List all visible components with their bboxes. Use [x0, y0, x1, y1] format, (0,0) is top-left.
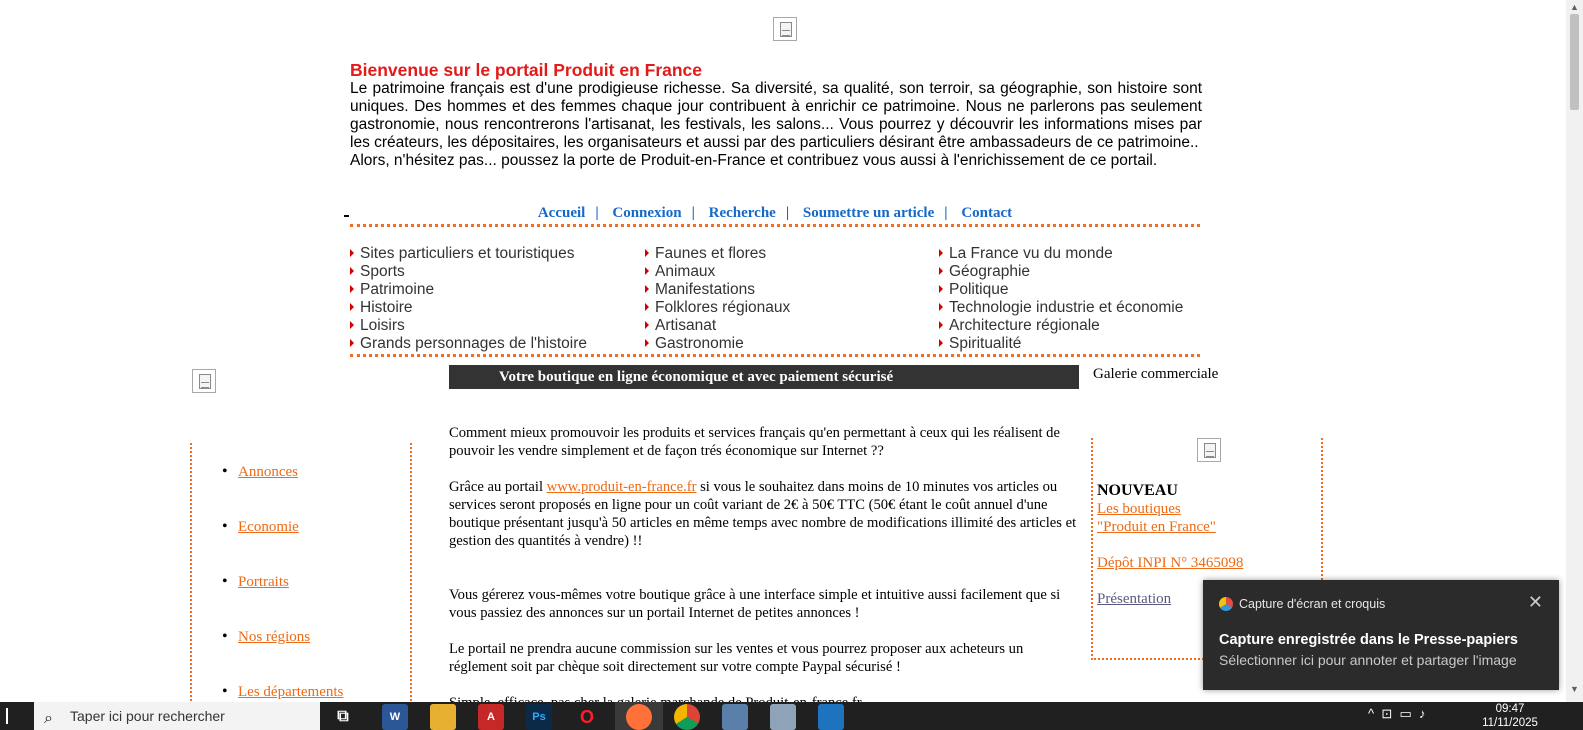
- category-link[interactable]: Politique: [939, 281, 1183, 299]
- category-column-2: [645, 245, 790, 353]
- welcome-title: Bienvenue sur le portail Produit en France: [350, 60, 703, 80]
- sidebar-link-economie[interactable]: Economie: [238, 519, 299, 535]
- welcome-paragraph: Le patrimoine français est d'une prodigieuse richesse. Sa diversité, sa qualité, son terroir, sa géographie, son histoire sont uniques. Des hommes et des femmes chaque jour contribuent à enrichir ce patrimoine. Nous ne parlerons pas seulement gastronomie, nous rencontrerons l'artisanat, les festivals, les salons... Vous pourrez y découvrir les informations mises par les créateurs, les dépositaires, les organisateurs et aussi par des particuliers désirant être ambassadeurs de ce patrimoine..: [350, 80, 1202, 151]
- nav-recherche-link[interactable]: Recherche: [708, 205, 776, 221]
- category-link[interactable]: Grands personnages de l'histoire: [350, 335, 587, 353]
- search-icon: ⌕: [44, 710, 53, 727]
- notification-toast[interactable]: [1203, 580, 1559, 690]
- welcome-section: [350, 60, 1202, 170]
- nav-separator: |: [595, 205, 599, 221]
- category-link[interactable]: Animaux: [645, 263, 790, 281]
- category-link[interactable]: Manifestations: [645, 281, 790, 299]
- snipping-tool-icon: [1219, 597, 1233, 611]
- category-link[interactable]: Sites particuliers et touristiques: [350, 245, 587, 263]
- category-link[interactable]: Loisirs: [350, 317, 587, 335]
- content-text: si vous le souhaitez dans moins de 10 minutes vos articles ou services seront proposés en ligne pour un coût variant de 2€ à 50€ TTC (50€ étant le coût annuel d'une boutique présentant jusqu'à 50 articles en même temps avec nombre de modifications illimité des articles et gestion des quantités à vendre) !!: [449, 479, 1077, 549]
- sidebar-item-economie: [222, 518, 410, 573]
- nav-contact-link[interactable]: Contact: [961, 205, 1013, 221]
- system-tray[interactable]: ^ ⊡ ▭ ♪: [1368, 706, 1426, 721]
- vertical-scrollbar[interactable]: [1566, 0, 1583, 702]
- shop-banner: Votre boutique en ligne économique et avec paiement sécurisé: [449, 365, 1079, 389]
- taskbar-search-input[interactable]: [34, 702, 320, 730]
- category-column-3: [939, 245, 1183, 353]
- clock-time: 09:47: [1495, 703, 1525, 715]
- close-icon[interactable]: ✕: [1527, 592, 1543, 612]
- category-link[interactable]: Artisanat: [645, 317, 790, 335]
- top-navigation: [350, 205, 1200, 227]
- nav-soumettre-article-link[interactable]: Soumettre un article: [802, 205, 935, 221]
- nav-connexion-link[interactable]: Connexion: [612, 205, 682, 221]
- category-link[interactable]: Spiritualité: [939, 335, 1183, 353]
- gallery-title: Galerie commerciale: [1093, 366, 1219, 382]
- sidebar-link-nos-regions[interactable]: Nos régions: [238, 629, 311, 645]
- file-explorer-icon[interactable]: [430, 704, 456, 730]
- calculator-icon[interactable]: [722, 704, 748, 730]
- acrobat-icon[interactable]: A: [478, 704, 504, 730]
- photoshop-icon[interactable]: Ps: [526, 704, 552, 730]
- category-link[interactable]: La France vu du monde: [939, 245, 1183, 263]
- sidebar-item-annonces: [222, 463, 410, 518]
- boutiques-link[interactable]: [1097, 500, 1243, 536]
- sidebar-link-portraits[interactable]: Portraits: [238, 574, 289, 590]
- scrollbar-thumb[interactable]: [1570, 14, 1579, 110]
- word-icon[interactable]: W: [382, 704, 408, 730]
- firefox-icon[interactable]: [626, 704, 652, 730]
- photos-icon[interactable]: [770, 704, 796, 730]
- content-paragraph: [449, 478, 1079, 550]
- content-paragraph: Vous gérerez vous-mêmes votre boutique grâce à une interface simple et intuitive aussi facilement que si vous passiez des annonces sur un portail Internet de petites annonces !: [449, 587, 1061, 621]
- nouveau-heading: NOUVEAU: [1097, 482, 1178, 499]
- site-url-link[interactable]: www.produit-en-france.fr: [546, 479, 697, 495]
- sidebar-link-departements[interactable]: Les départements: [238, 684, 344, 700]
- content-text: Grâce au portail: [449, 479, 547, 495]
- category-link[interactable]: Folklores régionaux: [645, 299, 790, 317]
- broken-image-icon: [773, 17, 797, 41]
- broken-image-icon: [192, 369, 216, 393]
- content-paragraph: Comment mieux promouvoir les produits et services français qu'en permettant à ceux qui les réalisent de pouvoir les vendre simplement et de façon trés économique sur Internet ??: [449, 425, 1060, 459]
- sidebar-item-nos-regions: [222, 628, 410, 683]
- welcome-call-to-action: Alors, n'hésitez pas... poussez la porte de Produit-en-France et contribuez vous aussi à l'enrichissement de ce portail.: [350, 152, 1158, 169]
- inpi-link[interactable]: Dépôt INPI N° 3465098: [1097, 555, 1244, 571]
- toast-title: Capture enregistrée dans le Presse-papiers: [1219, 632, 1518, 648]
- sidebar-item-portraits: [222, 573, 410, 628]
- category-link[interactable]: Gastronomie: [645, 335, 790, 353]
- opera-icon[interactable]: O: [579, 707, 594, 727]
- presentation-link[interactable]: Présentation: [1097, 591, 1172, 607]
- boutiques-link-line2: "Produit en France": [1097, 519, 1216, 535]
- nav-accueil-link[interactable]: Accueil: [537, 205, 586, 221]
- category-link[interactable]: Géographie: [939, 263, 1183, 281]
- nav-separator: |: [785, 205, 790, 221]
- nav-separator: |: [691, 205, 695, 221]
- category-column-1: [350, 245, 587, 353]
- category-link[interactable]: Technologie industrie et économie: [939, 299, 1183, 317]
- category-link[interactable]: Patrimoine: [350, 281, 587, 299]
- notepad-icon[interactable]: [818, 704, 844, 730]
- toast-app-name: Capture d'écran et croquis: [1239, 597, 1386, 611]
- main-content: [449, 424, 1079, 730]
- toast-subtitle: Sélectionner ici pour annoter et partager l'image: [1219, 652, 1517, 668]
- category-link[interactable]: Architecture régionale: [939, 317, 1183, 335]
- task-view-icon[interactable]: ⧉: [337, 708, 349, 725]
- category-link[interactable]: Faunes et flores: [645, 245, 790, 263]
- windows-start-icon[interactable]: [0, 708, 14, 724]
- category-link[interactable]: Sports: [350, 263, 587, 281]
- category-link[interactable]: Histoire: [350, 299, 587, 317]
- left-sidebar: [190, 443, 412, 730]
- clock-date: 11/11/2025: [1482, 717, 1538, 729]
- chrome-icon[interactable]: [674, 704, 700, 730]
- boutiques-link-line1: Les boutiques: [1097, 501, 1181, 517]
- nav-separator: |: [944, 205, 948, 221]
- broken-image-icon: [1197, 438, 1221, 462]
- taskbar: [0, 702, 1583, 730]
- content-paragraph: Le portail ne prendra aucune commission sur les ventes et vous pourrez proposer aux acheteurs un réglement soit par chèque soit directement sur votre compte Paypal sécurisé !: [449, 641, 1024, 675]
- divider-dash: [344, 215, 349, 217]
- category-grid: [350, 245, 1200, 357]
- clock[interactable]: [1478, 702, 1542, 730]
- search-placeholder: Taper ici pour rechercher: [70, 708, 225, 724]
- scroll-down-icon[interactable]: ▼: [1570, 684, 1579, 694]
- scroll-up-icon[interactable]: ▲: [1570, 2, 1579, 12]
- sidebar-link-annonces[interactable]: Annonces: [238, 464, 298, 480]
